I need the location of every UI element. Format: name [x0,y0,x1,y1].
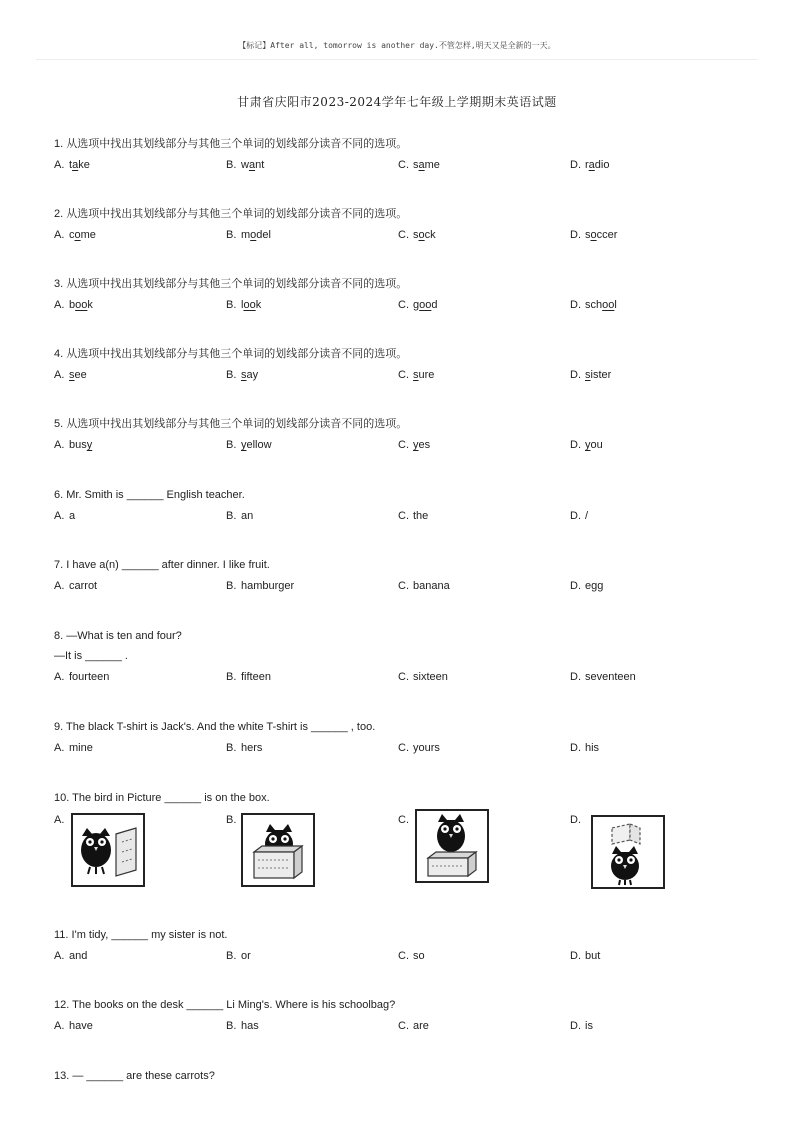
question-11 [54,925,754,967]
option-b[interactable]: B. fifteen [226,671,271,683]
option-row [54,737,754,759]
option-row [54,224,754,246]
option-d[interactable]: D. his [570,742,600,754]
question-stem: 10. The bird in Picture ______ is on the box. [54,792,270,804]
option-row [54,364,754,386]
option-a[interactable]: A. see [54,369,87,381]
question-13 [54,1066,754,1086]
question-stem: 5. 从选项中找出其划线部分与其他三个单词的划线部分读音不同的选项。 [54,418,408,430]
option-b[interactable]: B. or [226,950,251,962]
option-b[interactable]: B. say [226,369,259,381]
option-b[interactable]: B. look [226,299,262,311]
owl-under-box-picture [590,814,666,890]
question-2 [54,204,754,246]
option-b[interactable]: B. yellow [226,439,272,451]
question-stem: 3. 从选项中找出其划线部分与其他三个单词的划线部分读音不同的选项。 [54,278,408,290]
question-stem: 6. Mr. Smith is ______ English teacher. [54,489,245,501]
question-stem: 13. — ______ are these carrots? [54,1070,215,1082]
option-a[interactable]: A. and [54,950,88,962]
option-d[interactable]: D. you [570,439,603,451]
question-stem: 2. 从选项中找出其划线部分与其他三个单词的划线部分读音不同的选项。 [54,208,408,220]
header-divider [36,59,758,60]
owl-beside-box-picture [70,812,146,888]
option-b[interactable]: B. hers [226,742,263,754]
option-a[interactable]: A. carrot [54,580,98,592]
question-12 [54,995,754,1037]
option-c[interactable]: C. yes [398,439,431,451]
option-c[interactable]: C. the [398,510,429,522]
option-a[interactable]: A. take [54,159,90,171]
option-a[interactable]: A. have [54,1020,93,1032]
question-6 [54,485,754,527]
option-b[interactable]: B. want [226,159,265,171]
option-d[interactable]: D. seventeen [570,671,636,683]
option-c[interactable]: C. [398,808,568,898]
option-c[interactable]: C. so [398,950,425,962]
question-stem: 1. 从选项中找出其划线部分与其他三个单词的划线部分读音不同的选项。 [54,138,408,150]
option-a[interactable]: A. come [54,229,96,241]
option-d[interactable]: D. egg [570,580,604,592]
option-c[interactable]: C. same [398,159,440,171]
question-1 [54,134,754,176]
option-d[interactable]: D. [570,808,740,898]
question-4 [54,344,754,386]
question-3 [54,274,754,316]
option-d[interactable]: D. but [570,950,601,962]
option-d[interactable]: D. is [570,1020,593,1032]
option-d[interactable]: D. sister [570,369,612,381]
option-row [54,1015,754,1037]
option-a[interactable]: A. a [54,510,76,522]
option-c[interactable]: C. sure [398,369,435,381]
question-stem: 12. The books on the desk ______ Li Ming's. Where is his schoolbag? [54,999,396,1011]
option-c[interactable]: C. good [398,299,438,311]
option-c[interactable]: C. sock [398,229,436,241]
option-d[interactable]: D. soccer [570,229,618,241]
option-a[interactable]: A. book [54,299,93,311]
question-stem: 8. —What is ten and four? [54,630,182,642]
question-stem: 7. I have a(n) ______ after dinner. I like fruit. [54,559,270,571]
option-b[interactable]: B. has [226,1020,259,1032]
question-stem: 9. The black T-shirt is Jack's. And the white T-shirt is ______ , too. [54,721,376,733]
option-c[interactable]: C. sixteen [398,671,448,683]
question-stem-line-2: —It is ______ . [54,650,128,662]
option-row [54,294,754,316]
option-a[interactable]: A. mine [54,742,93,754]
question-9 [54,717,754,759]
option-row [54,434,754,456]
option-a[interactable]: A. fourteen [54,671,110,683]
option-c[interactable]: C. banana [398,580,450,592]
question-5 [54,414,754,456]
document-title: 甘肃省庆阳市2023-2024学年七年级上学期期末英语试题 [237,95,557,109]
owl-on-box-picture [414,808,490,884]
option-d[interactable]: D. radio [570,159,610,171]
option-a[interactable]: A. [54,808,224,898]
question-7 [54,555,754,597]
option-d[interactable]: D. / [570,510,589,522]
option-a[interactable]: A. busy [54,439,93,451]
option-row [54,505,754,527]
option-c[interactable]: C. are [398,1020,429,1032]
question-stem: 11. I'm tidy, ______ my sister is not. [54,929,228,941]
option-b[interactable]: B. an [226,510,254,522]
option-b[interactable]: B. [226,808,396,898]
option-row [54,666,754,688]
option-row [54,575,754,597]
question-stem: 4. 从选项中找出其划线部分与其他三个单词的划线部分读音不同的选项。 [54,348,408,360]
option-row [54,945,754,967]
owl-behind-box-picture [240,812,316,888]
image-option-row [54,808,754,898]
option-b[interactable]: B. model [226,229,271,241]
option-c[interactable]: C. yours [398,742,440,754]
option-row [54,154,754,176]
question-8 [54,626,754,688]
option-b[interactable]: B. hamburger [226,580,295,592]
option-d[interactable]: D. school [570,299,617,311]
header-note: 【标记】After all, tomorrow is another day.不管怎样,明天又是全新的一天。 [238,41,556,50]
question-10 [54,788,754,898]
